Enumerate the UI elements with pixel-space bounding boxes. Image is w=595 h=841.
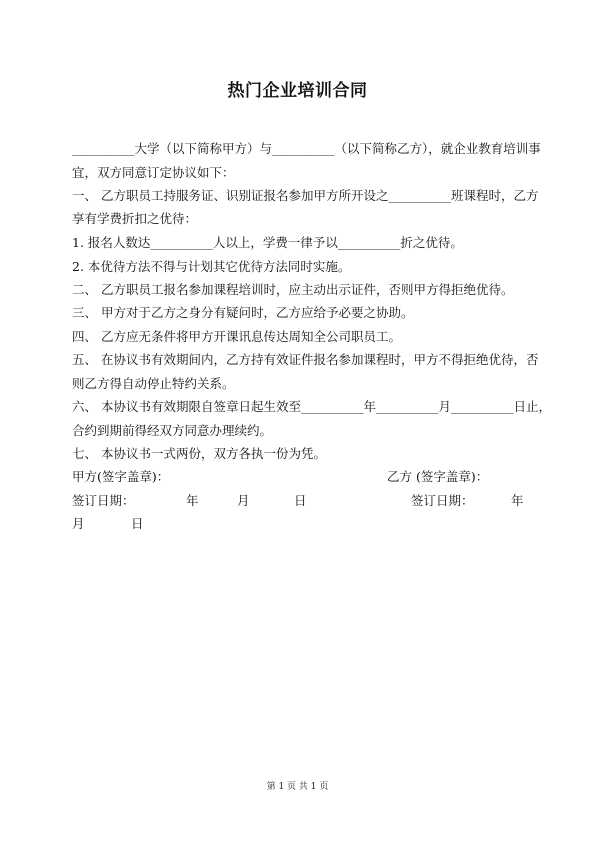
clause-two-line: 二、 乙方职员工报名参加课程培训时，应主动出示证件，否则甲方得拒绝优待。	[72, 282, 514, 297]
party-b-year: 年	[511, 493, 524, 508]
party-a-date-label: 签订日期：	[72, 493, 135, 508]
party-b-month: 月	[72, 516, 85, 531]
party-a-month: 月	[237, 493, 250, 508]
party-b-day: 日	[131, 516, 144, 531]
clause-four-line: 四、 乙方应无条件将甲方开课讯息传达周知全公司职员工。	[72, 329, 401, 344]
party-a-signature-label: 甲方(签字盖章)：	[72, 469, 170, 484]
page-footer: 第 1 页 共 1 页	[266, 782, 329, 792]
party-a-day: 日	[294, 493, 307, 508]
clause-one-line: 一、 乙方职员工持服务证、识别证报名参加甲方所开设之__________班课程时，乙方	[72, 188, 539, 203]
item-one-line: 1. 报名人数达__________人以上，学费一律予以__________折之优待。	[72, 235, 463, 250]
paragraph-line: 享有学费折扣之优待：	[72, 211, 198, 226]
clause-seven-line: 七、 本协议书一式两份，双方各执一份为凭。	[72, 446, 326, 461]
paragraph-line: __________大学（以下简称甲方）与__________（以下简称乙方），就企业教育培训事	[72, 141, 541, 156]
paragraph-line: 宜，双方同意订定协议如下：	[72, 165, 235, 180]
paragraph-line: 则乙方得自动停止特约关系。	[72, 376, 235, 391]
clause-three-line: 三、 甲方对于乙方之身分有疑问时，乙方应给予必要之协助。	[72, 305, 414, 320]
item-two-line: 2. 本优待方法不得与计划其它优待方法同时实施。	[72, 259, 351, 274]
clause-six-line: 六、 本协议书有效期限自签章日起生效至__________年__________月__________日止，	[72, 399, 551, 414]
party-a-year: 年	[186, 493, 199, 508]
party-b-date-label: 签订日期：	[411, 493, 474, 508]
document-title: 热门企业培训合同	[227, 81, 368, 101]
clause-five-line: 五、 在协议书有效期间内，乙方持有效证件报名参加课程时，甲方不得拒绝优待，否	[72, 352, 539, 367]
party-b-signature-label: 乙方 (签字盖章)：	[387, 469, 489, 484]
paragraph-line: 合约到期前得经双方同意办理续约。	[72, 423, 273, 438]
